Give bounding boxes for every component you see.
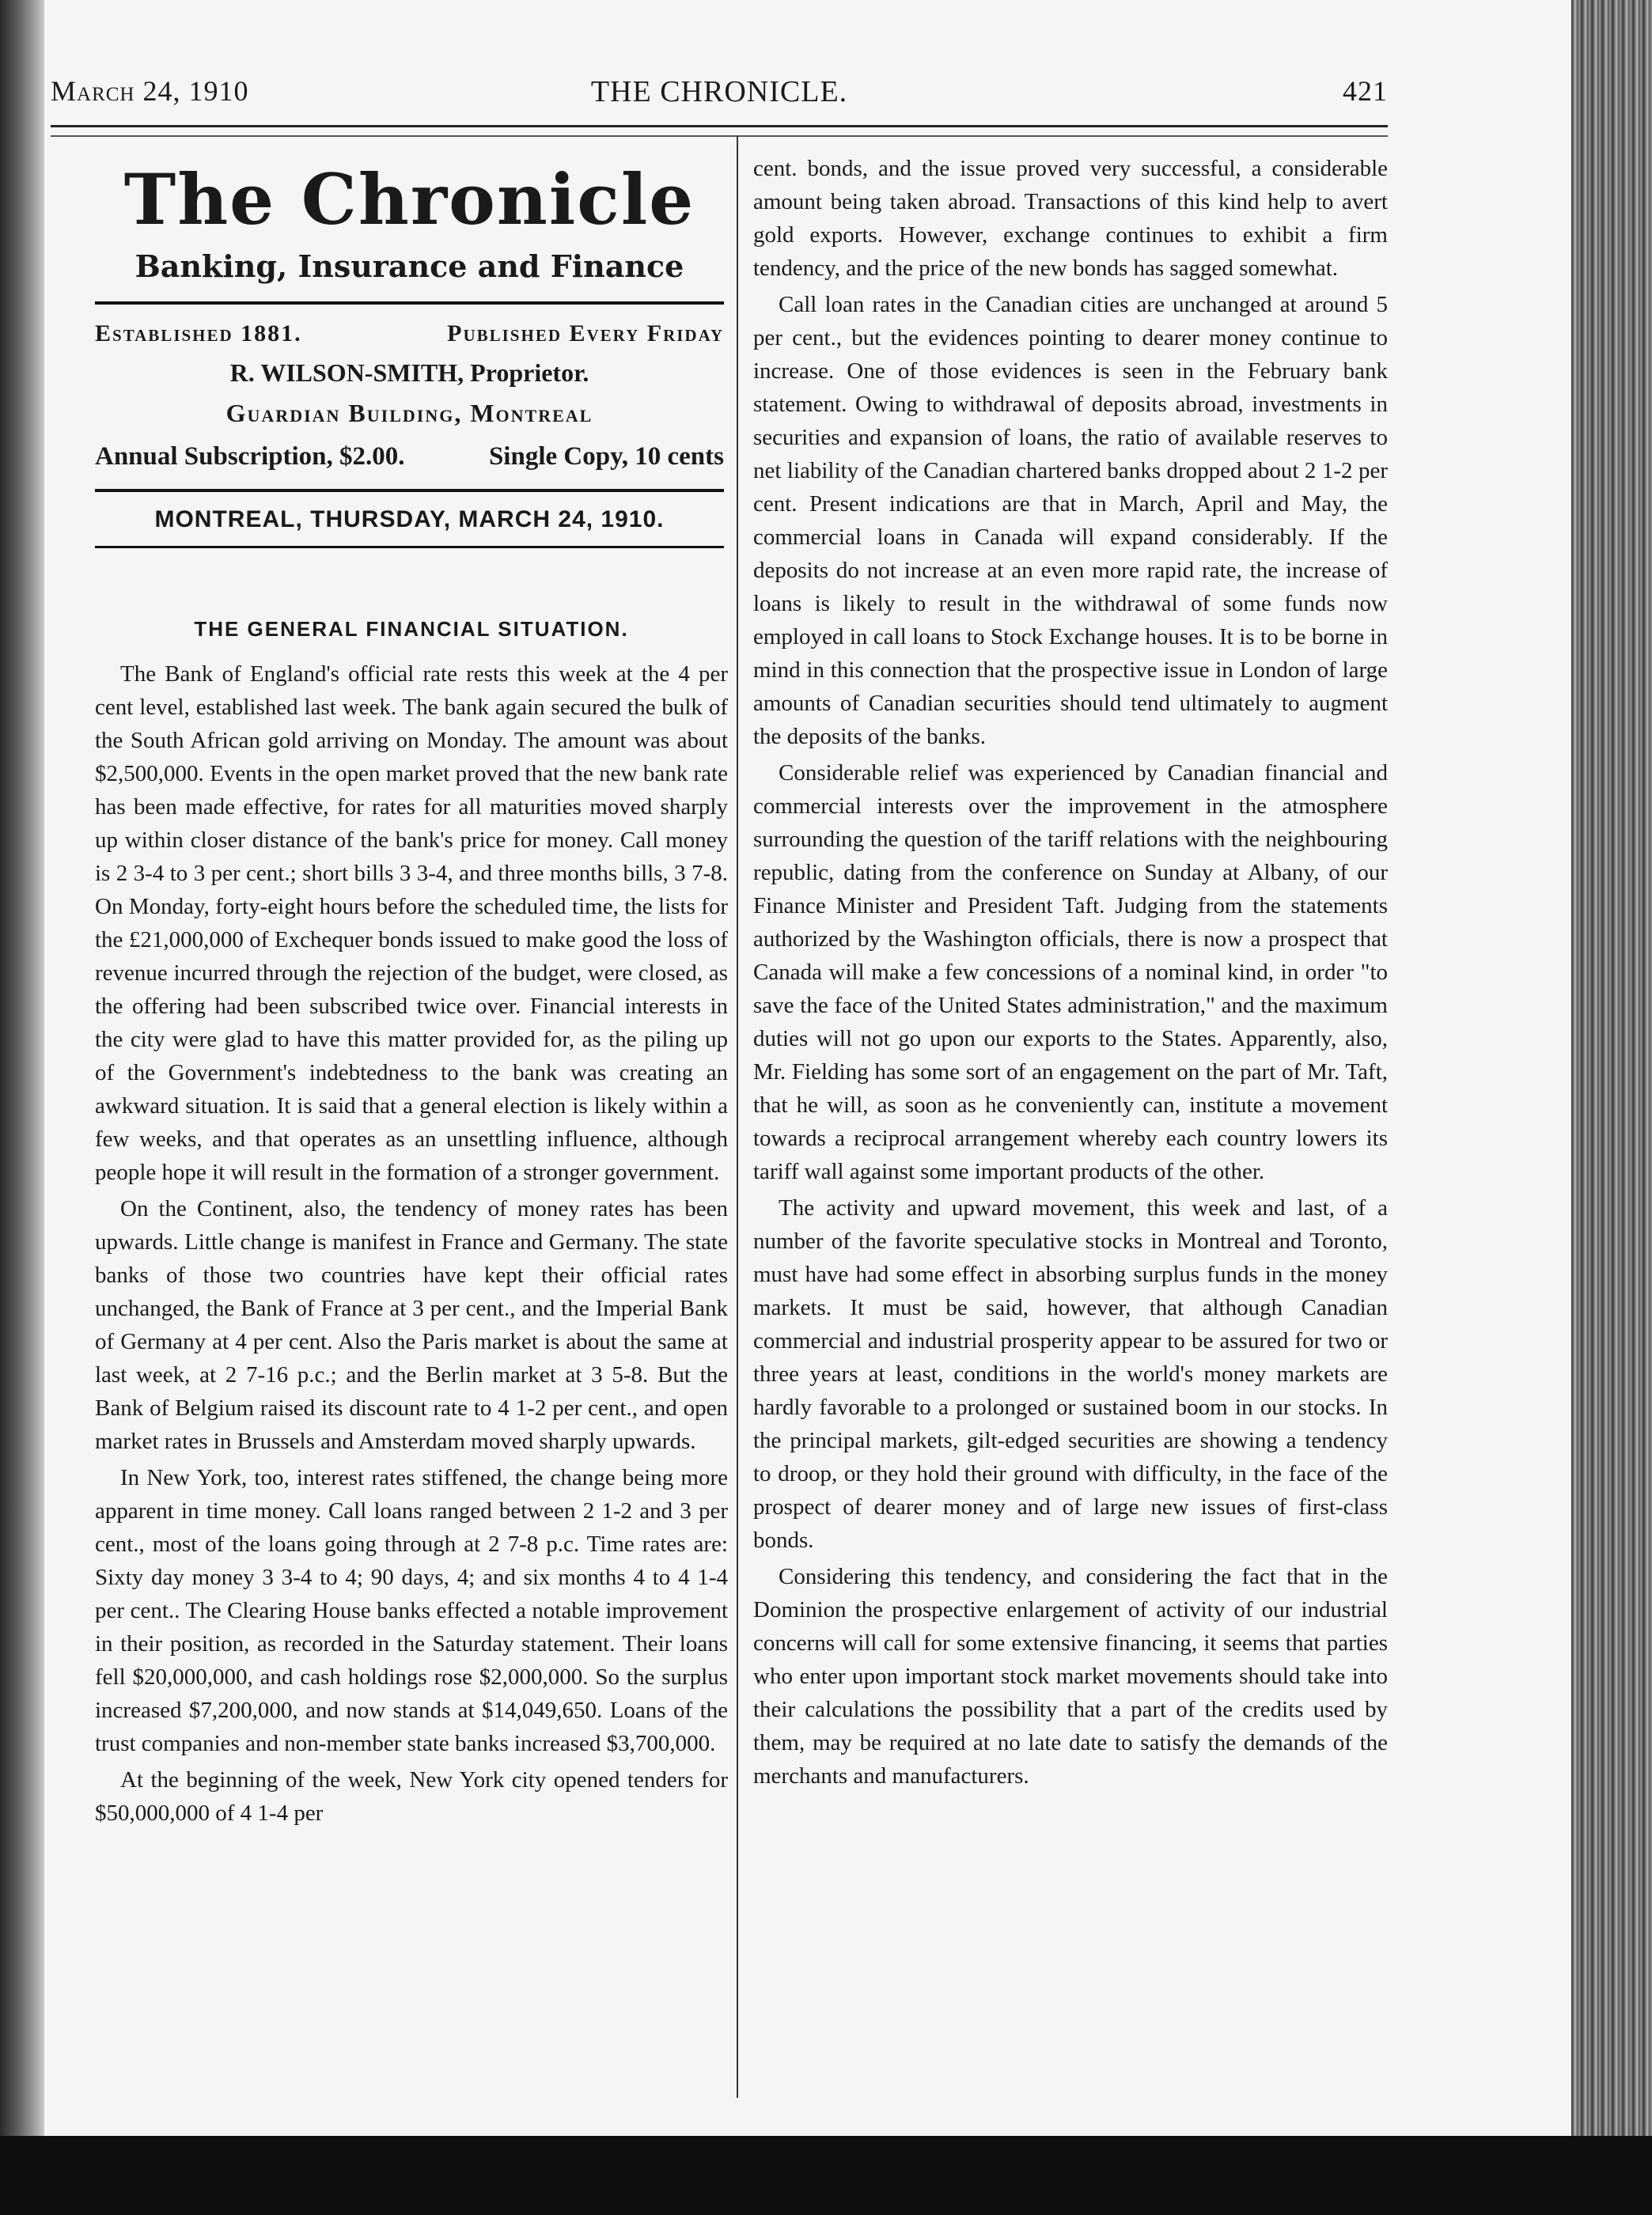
masthead-established-row xyxy=(95,320,724,347)
subscription-row xyxy=(95,442,724,471)
masthead-subtitle: Banking, Insurance and Finance xyxy=(135,248,684,284)
masthead-rule-2 xyxy=(95,489,724,492)
article-paragraph: At the beginning of the week, New York city opened tenders for $50,000,000 of 4 1-4 per xyxy=(95,1767,728,1826)
article-heading: THE GENERAL FINANCIAL SITUATION. xyxy=(194,617,629,641)
masthead-rule xyxy=(95,301,724,305)
page-edge-stack xyxy=(1571,0,1652,2215)
proprietor-line: R. WILSON-SMITH, Proprietor. xyxy=(229,358,589,387)
running-head-date: March 24, 1910 xyxy=(51,75,249,107)
article-paragraph: Call loan rates in the Canadian cities are unchanged at around 5 per cent., but the evidences pointing to dearer money continue to increase. One of those evidences is seen in the February bank statement. Owing to withdrawal of deposits abroad, investments in securities and expansion of loans, the ratio of available reserves to net liability of the Canadian chartered banks dropped about 2 1-2 per cent. Present indications are that in March, April and May, the commercial loans in Canada will expand considerably. If the deposits do not increase at an even more rapid rate, the increase of loans is likely to result in the withdrawal of some funds now employed in call loans to Stock Exchange houses. It is to be borne in mind in this connection that the prospective issue in London of large amounts of Canadian securities should tend ultimately to augment the deposits of the banks. xyxy=(753,292,1388,749)
left-column xyxy=(95,617,728,1833)
established-text: Established 1881. xyxy=(95,320,302,346)
article-paragraph: The activity and upward movement, this week and last, of a number of the favorite speculative stocks in Montreal and Toronto, must have had some effect in absorbing surplus funds in the money markets. It must be said, however, that although Canadian commercial and industrial prosperity appear to be assured for two or three years at least, conditions in the world's money markets are hardly favorable to a prolonged or sustained boom in our stocks. In the principal markets, gilt-edged securities are showing a tendency to droop, or they hold their ground with difficulty, in the face of the prospect of dearer money and of large new issues of first-class bonds. xyxy=(753,1195,1388,1553)
article-paragraph: On the Continent, also, the tendency of money rates has been upwards. Little change is manifest in France and Germany. The state banks of those two countries have kept their official rates unchanged, the Bank of France at 3 per cent., and the Imperial Bank of Germany at 4 per cent. Also the Paris market is about the same at last week, at 2 7-16 p.c.; and the Berlin market at 3 5-8. But the Bank of Belgium raised its discount rate to 4 1-2 per cent., and open market rates in Brussels and Amsterdam moved sharply upwards. xyxy=(95,1196,728,1454)
masthead-rule-3 xyxy=(95,546,724,548)
article-paragraph: cent. bonds, and the issue proved very successful, a considerable amount being taken abroad. Transactions of this kind help to avert gold exports. However, exchange continues to exhibit a firm tendency, and the price of the new bonds has sagged somewhat. xyxy=(753,156,1388,281)
page-gutter-shadow xyxy=(0,0,47,2215)
article-paragraph: Considerable relief was experienced by Canadian financial and commercial interests over the improvement in the atmosphere surrounding the question of the tariff relations with the neighbouring republic, dating from the conference on Sunday at Albany, of our Finance Minister and President Taft. Judging from the statements authorized by the Washington officials, there is now a prospect that Canada will make a few concessions of a nominal kind, in order "to save the face of the United States administration," and the maximum duties will not go upon our exports to the States. Apparently, also, Mr. Fielding has some sort of an engagement on the part of Mr. Taft, that he will, as soon as he conveniently can, institute a movement towards a reciprocal arrangement whereby each country lowers its tariff wall against some important products of the other. xyxy=(753,760,1388,1184)
article-paragraph: Considering this tendency, and considering the fact that in the Dominion the prospective enlargement of activity of our industrial concerns will call for some extensive financing, it seems that parties who enter upon important stock market movements should take into their calculations the possibility that a part of the credits used by them, may be required at no late date to satisfy the demands of the merchants and manufacturers. xyxy=(753,1564,1388,1789)
published-text: Published Every Friday xyxy=(447,320,724,346)
page-number: 421 xyxy=(1343,75,1388,107)
article-paragraph: The Bank of England's official rate rests this week at the 4 per cent level, established last week. The bank again secured the bulk of the South African gold arriving on Monday. The amount was about $2,500,000. Events in the open market proved that the new bank rate has been made effective, for rates for all maturities moved sharply up within closer distance of the bank's price for money. Call money is 2 3-4 to 3 per cent.; short bills 3 3-4, and three months bills, 3 7-8. On Monday, forty-eight hours before the scheduled time, the lists for the £21,000,000 of Exchequer bonds issued to make good the loss of revenue incurred through the rejection of the budget, were closed, as the offering had been subscribed twice over. Financial interests in the city were glad to have this matter provided for, as the piling up of the Government's indebtedness to the bank was creating an awkward situation. It is said that a general election is likely within a few weeks, and that operates as an unsettling influence, although people hope it will result in the formation of a stronger government. xyxy=(95,661,728,1185)
address-line: Guardian Building, Montreal xyxy=(225,399,593,427)
column-divider xyxy=(737,136,738,2098)
masthead xyxy=(95,142,724,548)
header-rule xyxy=(51,125,1388,137)
article-paragraph: In New York, too, interest rates stiffened, the change being more apparent in time money. Call loans ranged between 2 1-2 and 3 per cent., most of the loans going through at 2 7-8 p.c. Time rates are: Sixty day money 3 3-4 to 4; 90 days, 4; and six months 4 to 4 1-4 per cent.. The Clearing House banks effected a notable improvement in their position, as recorded in the Saturday statement. Their loans fell $20,000,000, and cash holdings rose $2,000,000. So the surplus increased $7,200,000, and now stands at $14,049,650. Loans of the trust companies and non-member state banks increased $3,700,000. xyxy=(95,1465,728,1756)
right-column xyxy=(753,152,1388,1796)
single-copy-text: Single Copy, 10 cents xyxy=(488,442,724,471)
masthead-title: The Chronicle xyxy=(123,158,695,240)
issue-date: MONTREAL, THURSDAY, MARCH 24, 1910. xyxy=(154,506,665,532)
subscription-text: Annual Subscription, $2.00. xyxy=(95,442,405,471)
scan-background xyxy=(0,2136,1652,2215)
running-head xyxy=(51,74,1388,114)
running-head-title: THE CHRONICLE. xyxy=(590,75,848,108)
